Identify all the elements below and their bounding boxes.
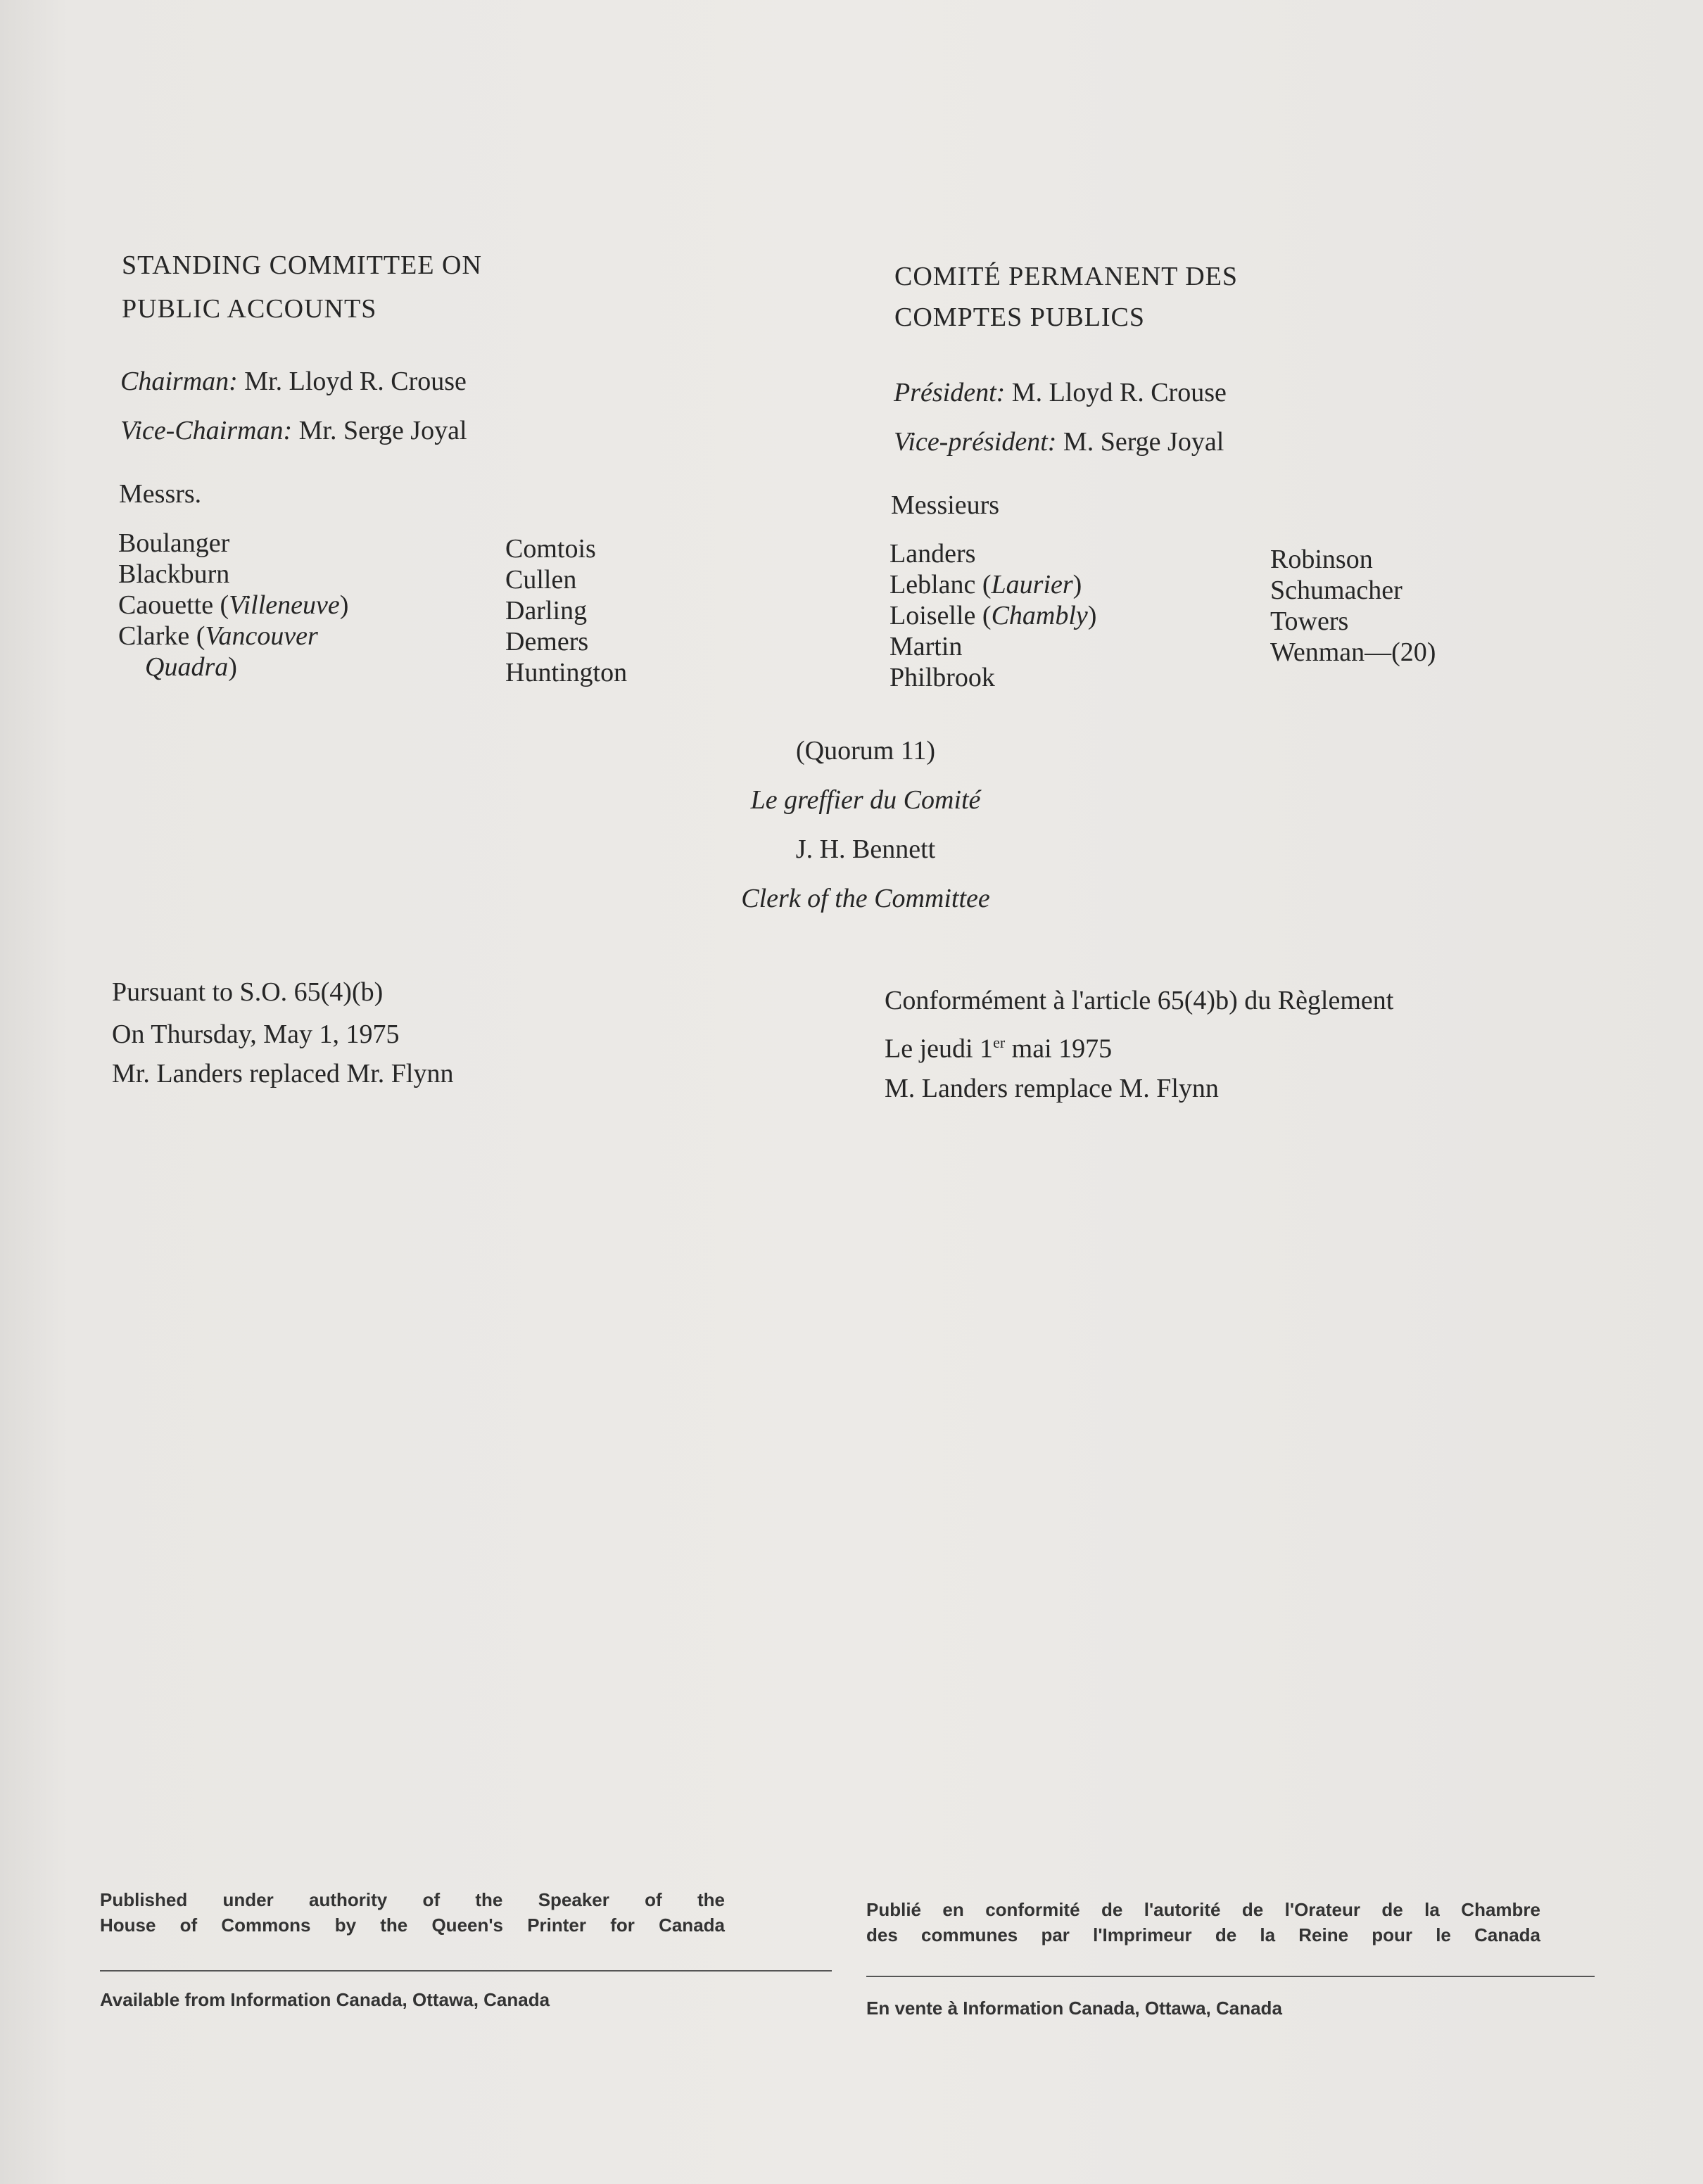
member-name: Clarke (Vancouver bbox=[118, 621, 318, 651]
footer-divider-fr bbox=[866, 1976, 1595, 1977]
member-name: Cullen bbox=[505, 565, 577, 595]
member-name: Darling bbox=[505, 596, 588, 626]
publisher-line1-en: Published under authority of the Speaker of the bbox=[100, 1889, 725, 1910]
member-name: Robinson bbox=[1270, 545, 1373, 574]
chairman-line-fr bbox=[894, 377, 1227, 408]
member-name: Martin bbox=[890, 632, 963, 661]
member-name: Philbrook bbox=[890, 663, 995, 692]
committee-title-fr-line1: COMITÉ PERMANENT DES bbox=[894, 262, 1238, 291]
vice-chairman-label-en: Vice-Chairman: bbox=[120, 416, 293, 445]
committee-title-fr-line2: COMPTES PUBLICS bbox=[894, 303, 1146, 332]
clerk-name: J. H. Bennett bbox=[795, 834, 936, 864]
member-name: Huntington bbox=[505, 658, 628, 687]
members-heading-fr: Messieurs bbox=[891, 490, 1000, 520]
chairman-label-fr: Président: bbox=[894, 378, 1006, 407]
members-list-fr-col1 bbox=[890, 538, 1096, 693]
clerk-title-fr: Le greffier du Comité bbox=[750, 785, 981, 815]
committee-title-en-line1: STANDING COMMITTEE ON bbox=[122, 250, 482, 280]
order-reference-en: Pursuant to S.O. 65(4)(b) bbox=[112, 977, 384, 1007]
member-name: Towers bbox=[1270, 607, 1349, 636]
members-list-en-col1 bbox=[118, 528, 348, 682]
vice-chairman-name-en: Mr. Serge Joyal bbox=[298, 416, 467, 445]
member-name: Schumacher bbox=[1270, 576, 1403, 605]
publisher-line1-fr: Publié en conformité de l'autorité de l'Orateur de la Chambre bbox=[866, 1899, 1540, 1920]
committee-title-en-line2: PUBLIC ACCOUNTS bbox=[122, 294, 377, 324]
clerk-block bbox=[0, 735, 1703, 915]
order-of-reference-en bbox=[112, 970, 453, 1093]
vice-chairman-line-en bbox=[120, 415, 467, 446]
vice-chairman-name-fr: M. Serge Joyal bbox=[1063, 427, 1224, 457]
chairman-label-en: Chairman: bbox=[120, 367, 238, 396]
footer-divider-en bbox=[100, 1970, 832, 1972]
member-name: Comtois bbox=[505, 534, 596, 564]
vice-chairman-label-fr: Vice-président: bbox=[894, 427, 1057, 457]
member-name: Landers bbox=[890, 539, 976, 569]
order-date-fr: Le jeudi 1er mai 1975 bbox=[885, 1034, 1113, 1064]
member-name: Caouette (Villeneuve) bbox=[118, 590, 349, 620]
member-riding-continued: Quadra) bbox=[145, 652, 237, 682]
chairman-name-fr: M. Lloyd R. Crouse bbox=[1011, 378, 1227, 407]
vice-chairman-line-fr bbox=[894, 426, 1224, 457]
order-of-reference-fr bbox=[885, 978, 1393, 1108]
clerk-title-en: Clerk of the Committee bbox=[741, 884, 990, 913]
member-name: Boulanger bbox=[118, 528, 230, 558]
availability-fr: En vente à Information Canada, Ottawa, Canada bbox=[866, 1998, 1282, 2019]
quorum-text: (Quorum 11) bbox=[795, 736, 936, 766]
publisher-line2-fr: des communes par l'Imprimeur de la Reine pour le Canada bbox=[866, 1924, 1540, 1945]
publisher-notice-fr bbox=[866, 1897, 1540, 1948]
chairman-name-en: Mr. Lloyd R. Crouse bbox=[244, 367, 467, 396]
order-date-en: On Thursday, May 1, 1975 bbox=[112, 1020, 400, 1049]
publisher-notice-en bbox=[100, 1887, 725, 1938]
chairman-line-en bbox=[120, 366, 467, 397]
member-name: Blackburn bbox=[118, 559, 230, 589]
member-name: Demers bbox=[505, 627, 589, 656]
availability-en: Available from Information Canada, Ottawa, Canada bbox=[100, 1989, 550, 2010]
member-name: Leblanc (Laurier) bbox=[890, 570, 1082, 599]
order-change-en: Mr. Landers replaced Mr. Flynn bbox=[112, 1059, 454, 1088]
publisher-line2-en: House of Commons by the Queen's Printer for Canada bbox=[100, 1915, 725, 1936]
order-reference-fr: Conformément à l'article 65(4)b) du Règlement bbox=[885, 986, 1394, 1015]
order-change-fr: M. Landers remplace M. Flynn bbox=[885, 1073, 1219, 1103]
members-list-en-col2 bbox=[505, 533, 627, 688]
committee-title-en bbox=[122, 243, 482, 331]
committee-title-fr bbox=[894, 256, 1238, 338]
member-name: Wenman—(20) bbox=[1270, 637, 1436, 667]
member-name: Loiselle (Chambly) bbox=[890, 601, 1097, 630]
members-heading-en: Messrs. bbox=[119, 479, 202, 509]
members-list-fr-col2 bbox=[1270, 544, 1436, 668]
